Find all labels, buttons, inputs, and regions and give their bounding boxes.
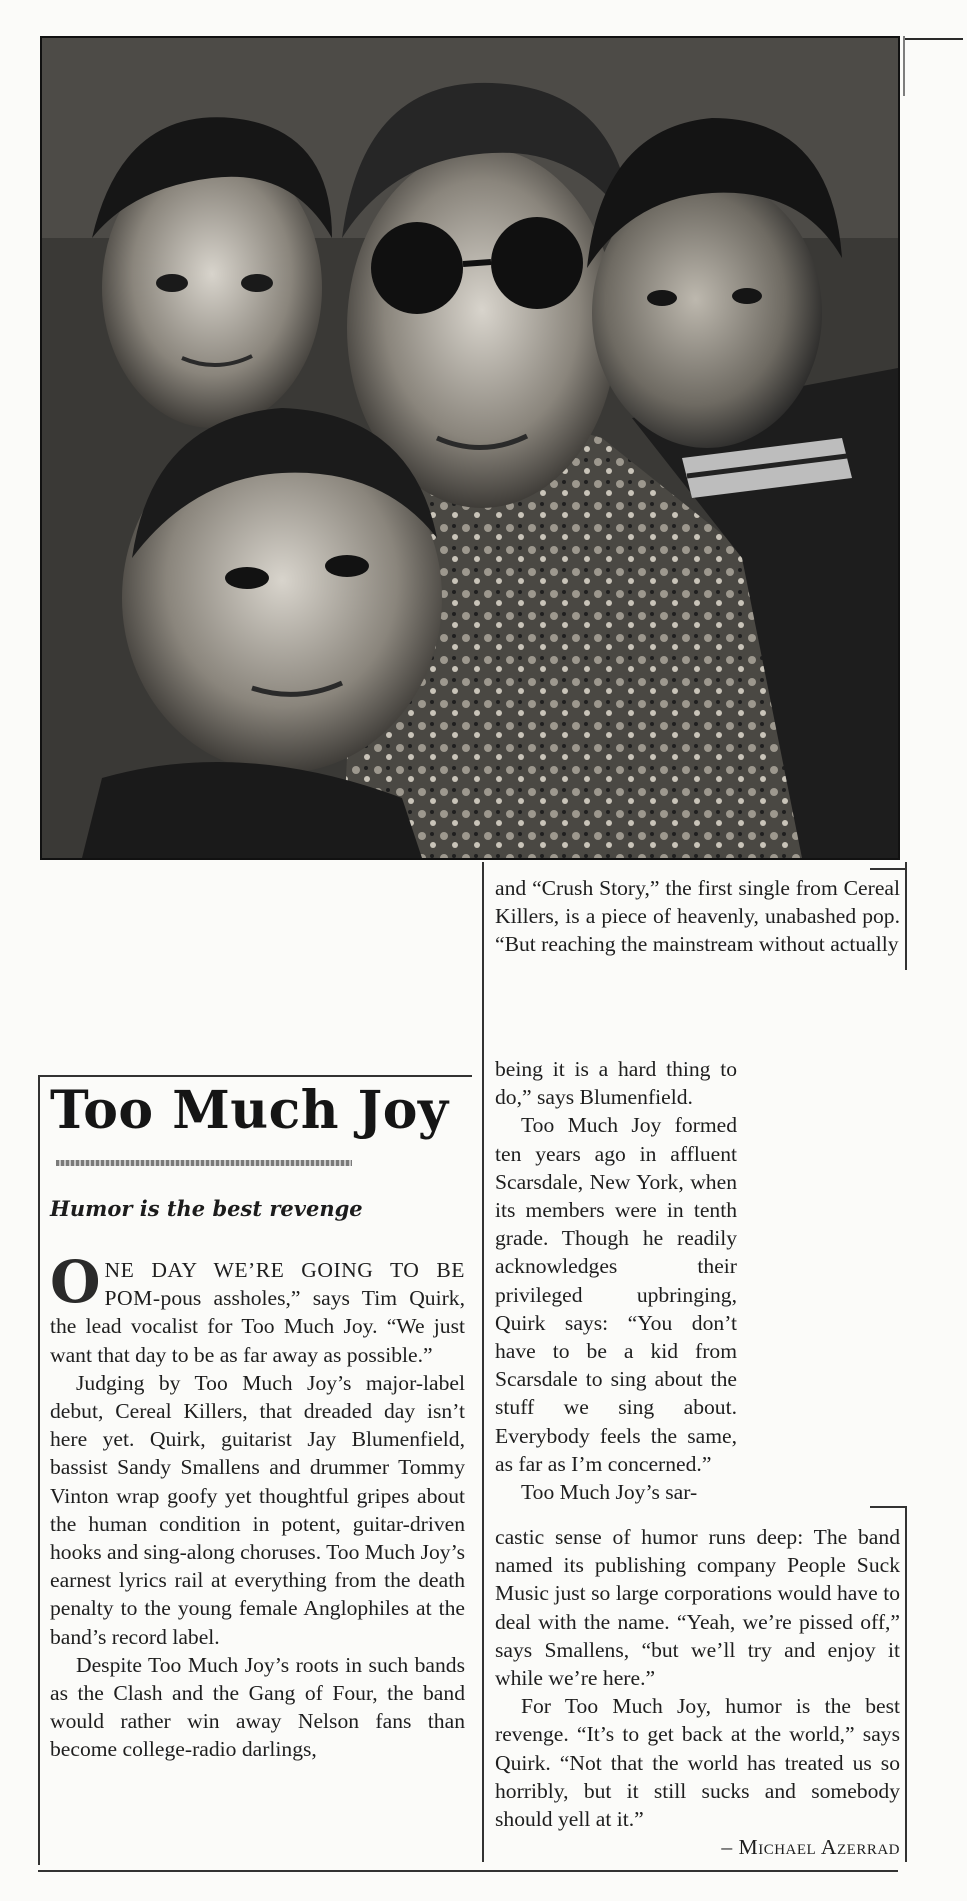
paragraph: and “Crush Story,” the first single from Cereal Killers, is a piece of heavenly, unabashed pop. “But reaching the mainstream without actually (495, 876, 900, 957)
right-column-top (495, 874, 900, 959)
column-border (905, 1506, 907, 1862)
scan-edge-line (905, 38, 963, 40)
paragraph: Despite Too Much Joy’s roots in such bands as the Clash and the Gang of Four, the band would rather win away Nelson fans than become college-radio darlings, (50, 1652, 465, 1762)
paragraph: castic sense of humor runs deep: The band named its publishing company People Suck Music just so large corporations would have to deal with the name. “Yeah, we’re pissed off,” says Smallens, “but we’ll try and enjoy it while we’re here.” (495, 1525, 900, 1691)
column-border (38, 1075, 40, 1865)
band-photo (40, 36, 900, 860)
headline: Too Much Joy (50, 1080, 449, 1141)
paragraph: For Too Much Joy, humor is the best revenge. “It’s to get back at the world,” says Quirk. “Not that the world has treated us so horribly, but it still sucks and somebody should yell at it.” (495, 1694, 900, 1832)
column-border (870, 1506, 906, 1508)
lead-text: pous assholes,” says Tim Quirk, the lead vocalist for Too Much Joy. “We just want that day to be as far away as possible.” (50, 1286, 465, 1367)
subheadline: Humor is the best revenge (50, 1196, 363, 1221)
page-bottom-rule (38, 1870, 898, 1872)
lead-paragraph (50, 1248, 465, 1369)
right-column-bottom (495, 1523, 900, 1861)
lead-smallcaps: NE DAY WE’RE GOING TO BE POM- (104, 1258, 465, 1311)
column-divider (482, 862, 484, 1862)
column-border (905, 862, 907, 970)
band-photo-image (42, 38, 898, 858)
paragraph: Judging by Too Much Joy’s major-label debut, Cereal Killers, that dreaded day isn’t here yet. Quirk, guitarist Jay Blumenfield, bassist Sandy Smallens and drummer Tommy Vinton wrap goofy yet thoughtful gripes about the human condition in potent, guitar-driven hooks and sing-along choruses. Too Much Joy’s earnest lyrics rail at everything from the death penalty to the young female Anglophiles at the band’s record label. (50, 1370, 465, 1649)
paragraph: Too Much Joy formed ten years ago in affluent Scarsdale, New York, when its members were in tenth grade. Though he readily acknowledges their privileged upbringing, Quirk says: “You don’t have to be a kid from Scarsdale to sing about the stuff we sing about. Everybody feels the same, as far as I’m concerned.” (495, 1113, 737, 1476)
paragraph: Too Much Joy’s sar- (521, 1480, 698, 1505)
headline-rule (56, 1160, 352, 1166)
byline: – Michael Azerrad (721, 1835, 900, 1860)
scan-edge-line (903, 36, 905, 96)
drop-cap: O (50, 1248, 101, 1316)
right-column-narrow (495, 1055, 737, 1506)
left-column (50, 1248, 465, 1764)
column-border (870, 868, 906, 870)
paragraph: being it is a hard thing to do,” says Blumenfield. (495, 1057, 737, 1110)
